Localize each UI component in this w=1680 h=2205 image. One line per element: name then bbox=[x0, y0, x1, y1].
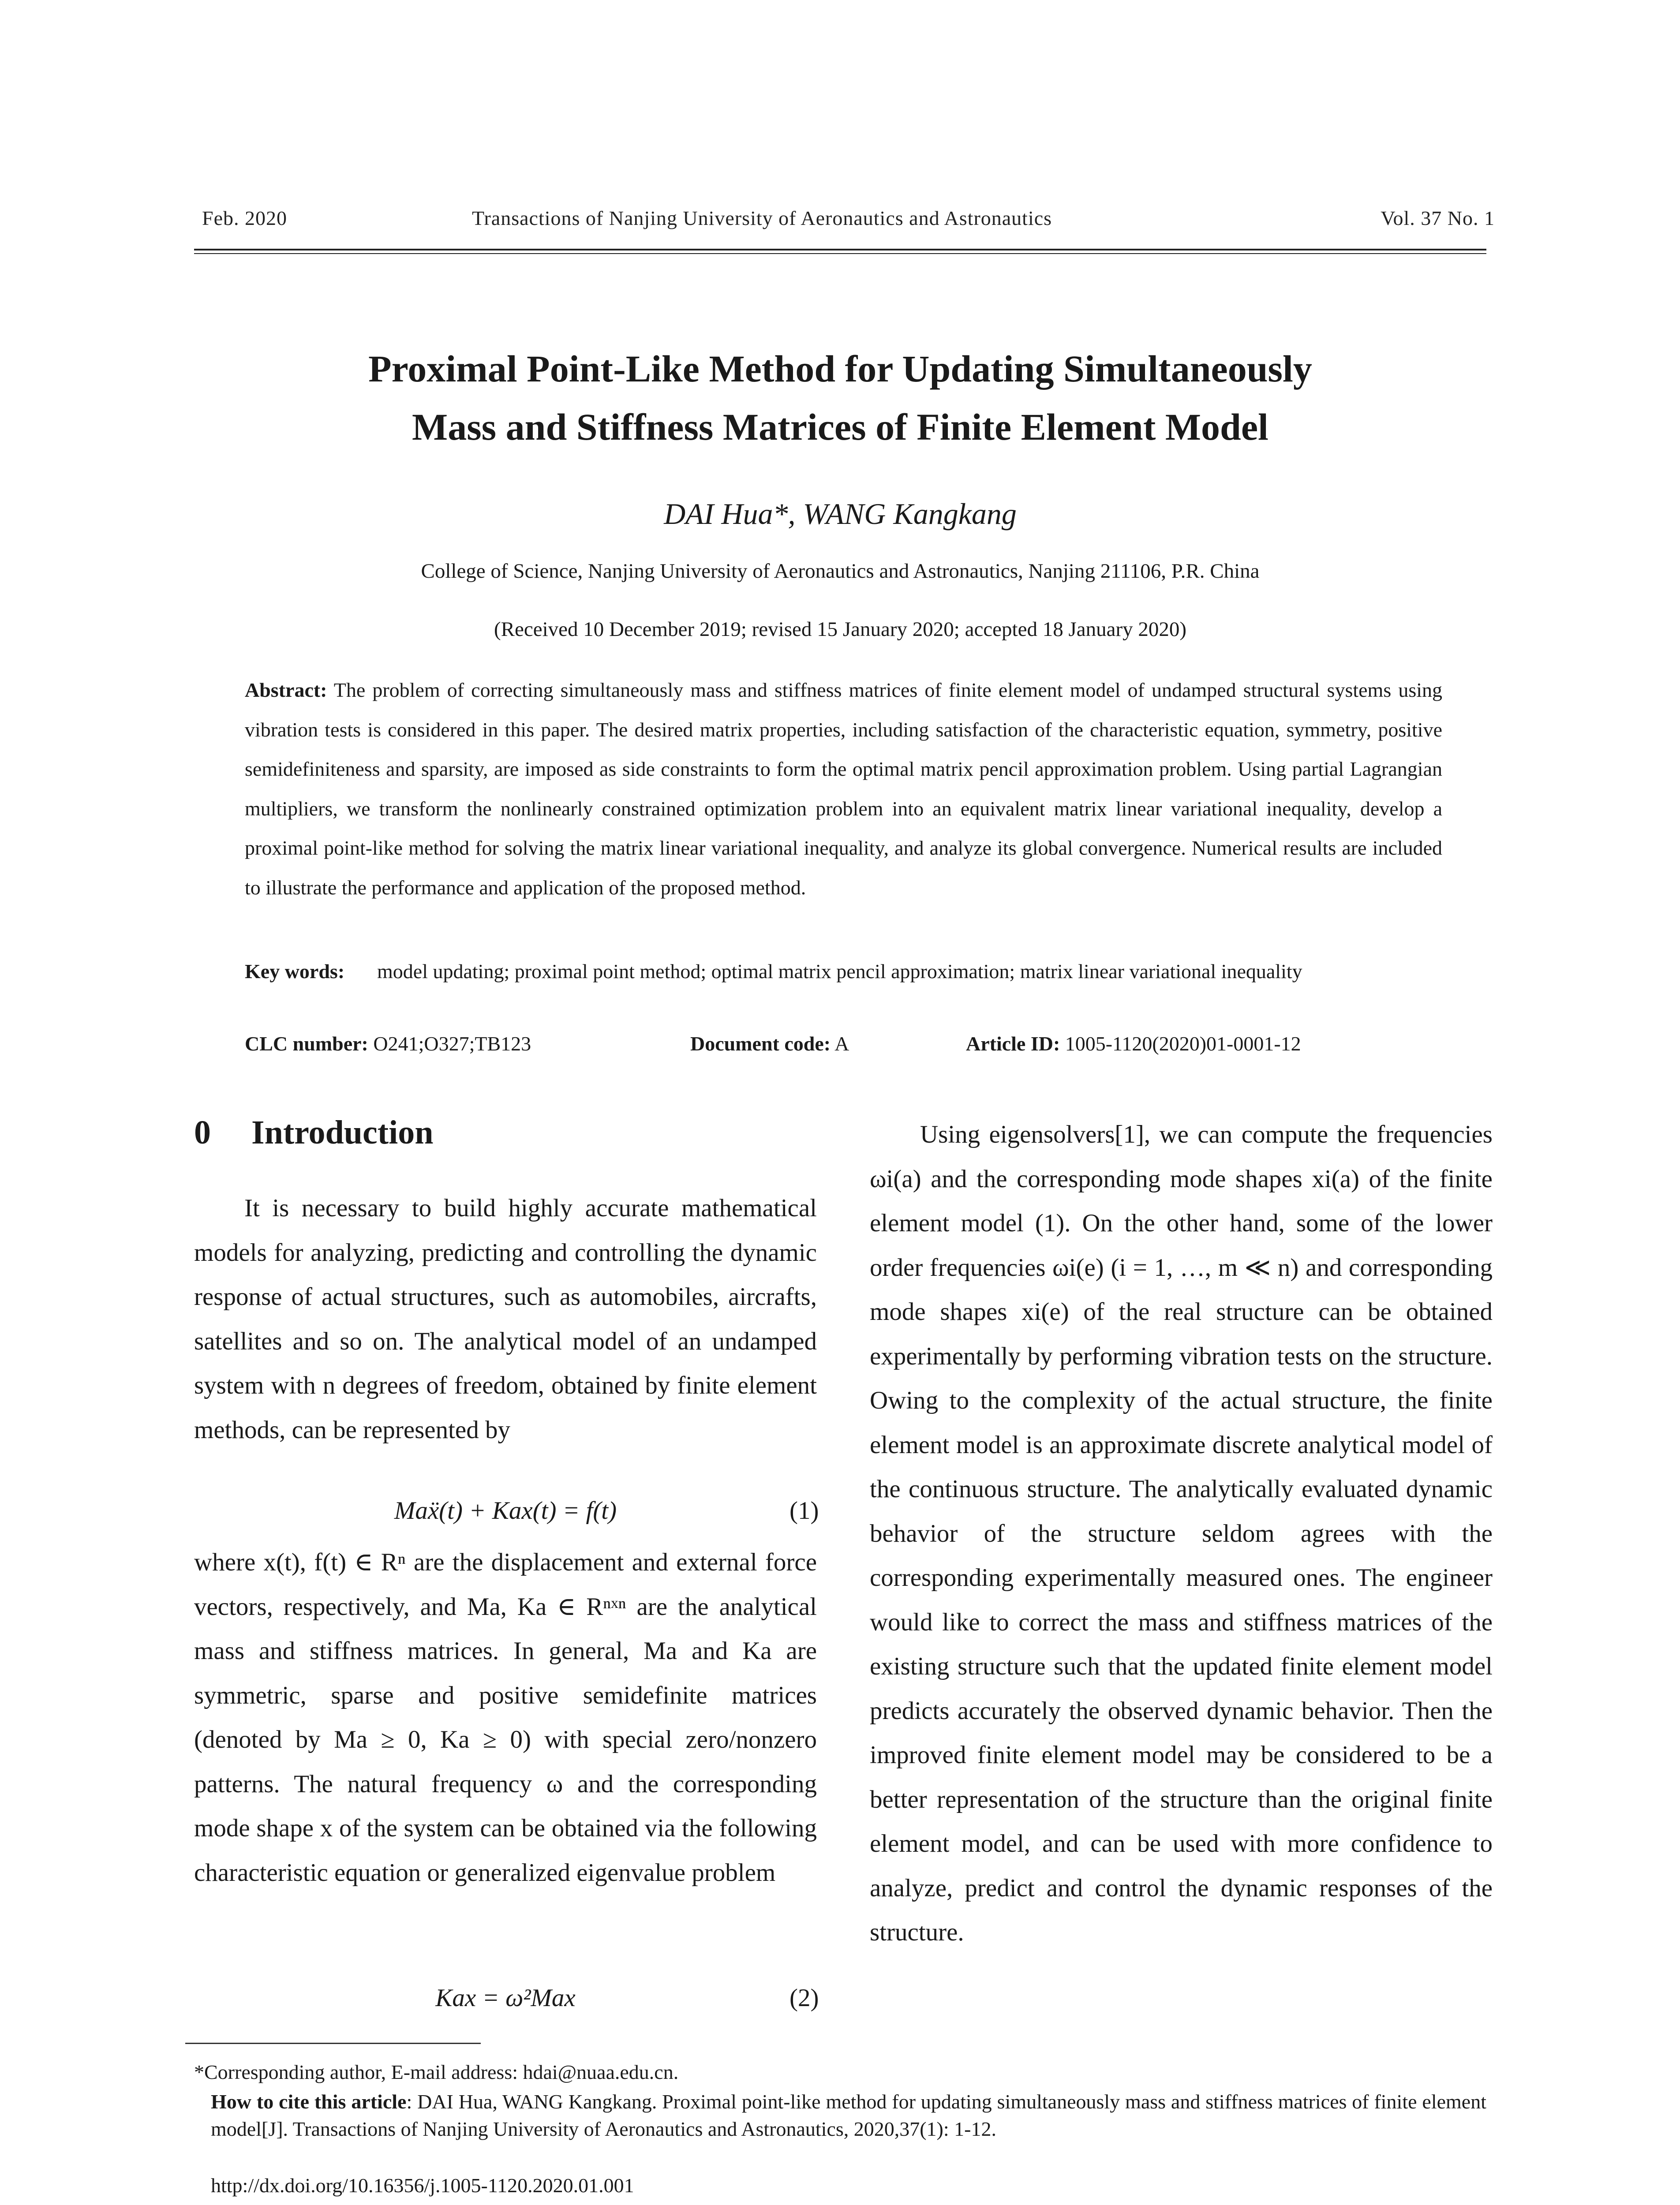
cite-text: : DAI Hua, WANG Kangkang. Proximal point-like method for updating simultaneously mass and stiffness matrices of finite element model[J]. Transactions of Nanjing University of Aeronautics and Astronautics, 2020,37(1): 1-12. bbox=[211, 2090, 1486, 2140]
paper-title bbox=[194, 340, 1486, 456]
equation-1-number: (1) bbox=[789, 1497, 819, 1525]
equation-1-body: Maẍ(t) + Kax(t) = f(t) bbox=[394, 1497, 617, 1525]
classification-line bbox=[245, 1032, 531, 1055]
keywords-label: Key words: bbox=[245, 960, 345, 983]
header-rule bbox=[194, 249, 1486, 250]
clc-value: O241;O327;TB123 bbox=[373, 1032, 531, 1055]
intro-paragraph-3: Using eigensolvers[1], we can compute the frequencies ωi(a) and the corresponding mode shapes xi(a) of the finite element model (1). On the other hand, some of the lower order frequencies ωi(e) (i = 1, …, m ≪ n) and corresponding mode shapes xi(e) of the real structure can be obtained experimentally by performing vibration tests on the structure. Owing to the complexity of the actual structure, the finite element model is an approximate discrete analytical model of the continuous structure. The analytically evaluated dynamic behavior of the structure seldom agrees with the corresponding experimentally measured ones. The engineer would like to correct the mass and stiffness matrices of the existing structure such that the updated finite element model predicts accurately the observed dynamic behavior. Then the improved finite element model may be considered to be a better representation of the structure than the original finite element model, and can be used with more confidence to analyze, predict and control the dynamic responses of the structure. bbox=[870, 1121, 1493, 1946]
abstract bbox=[245, 670, 1442, 907]
authors: DAI Hua*, WANG Kangkang bbox=[664, 497, 1017, 531]
article-id bbox=[966, 1032, 1301, 1055]
doi-link[interactable]: http://dx.doi.org/10.16356/j.1005-1120.2020.01.001 bbox=[211, 2174, 634, 2197]
equation-1 bbox=[194, 1496, 817, 1525]
keywords-text: model updating; proximal point method; optimal matrix pencil approximation; matrix linear variational inequality bbox=[377, 960, 1302, 983]
intro-paragraph-2: where x(t), f(t) ∈ Rⁿ are the displacement and external force vectors, respectively, and Ma, Ka ∈ Rⁿˣⁿ are the analytical mass and stiffness matrices. In general, Ma and Ka are symmetric, sparse and positive semidefinite matrices (denoted by Ma ≥ 0, Ka ≥ 0) with special zero/nonzero patterns. The natural frequency ω and the corresponding mode shape x of the system can be obtained via the following characteristic equation or generalized eigenvalue problem bbox=[194, 1548, 817, 1887]
paper-title-line1: Proximal Point-Like Method for Updating Simultaneously bbox=[368, 348, 1312, 390]
header-date: Feb. 2020 bbox=[202, 207, 287, 229]
footnote-rule bbox=[185, 2043, 481, 2044]
equation-2-number: (2) bbox=[789, 1984, 819, 2012]
intro-paragraph-1: It is necessary to build highly accurate mathematical models for analyzing, predicting and controlling the dynamic response of actual structures, such as automobiles, aircrafts, satellites and so on. The analytical model of an undamped system with n degrees of freedom, obtained by finite element methods, can be represented by bbox=[194, 1194, 817, 1444]
section-number: 0 bbox=[194, 1114, 211, 1151]
article-id-value: 1005-1120(2020)01-0001-12 bbox=[1065, 1032, 1301, 1055]
doc-code-label: Document code: bbox=[690, 1032, 831, 1055]
footnote-citation bbox=[211, 2088, 1486, 2143]
paper-title-line2: Mass and Stiffness Matrices of Finite Element Model bbox=[412, 406, 1268, 448]
left-column-para1 bbox=[194, 1186, 817, 1452]
header-journal: Transactions of Nanjing University of Aeronautics and Astronautics bbox=[472, 207, 1052, 229]
keywords bbox=[245, 952, 1442, 991]
abstract-label: Abstract: bbox=[245, 679, 327, 701]
doc-code-value: A bbox=[834, 1032, 849, 1055]
footnote-corresponding: *Corresponding author, E-mail address: hdai@nuaa.edu.cn. bbox=[194, 2061, 679, 2083]
article-id-label: Article ID: bbox=[966, 1032, 1060, 1055]
equation-2 bbox=[194, 1984, 817, 2012]
right-column bbox=[870, 1113, 1493, 1955]
section-heading bbox=[194, 1114, 433, 1152]
document-code bbox=[690, 1032, 849, 1055]
abstract-text: The problem of correcting simultaneously mass and stiffness matrices of finite element model of undamped structural systems using vibration tests is considered in this paper. The desired matrix properties, including satisfaction of the characteristic equation, symmetry, positive semidefiniteness and sparsity, are imposed as side constraints to form the optimal matrix pencil approximation problem. Using partial Lagrangian multipliers, we transform the nonlinearly constrained optimization problem into an equivalent matrix linear variational inequality, develop a proximal point-like method for solving the matrix linear variational inequality, and analyze its global convergence. Numerical results are included to illustrate the performance and application of the proposed method. bbox=[245, 679, 1443, 899]
received-dates: (Received 10 December 2019; revised 15 January 2020; accepted 18 January 2020) bbox=[494, 618, 1187, 641]
cite-label: How to cite this article bbox=[211, 2090, 407, 2113]
section-title: Introduction bbox=[251, 1114, 434, 1151]
equation-2-body: Kax = ω²Max bbox=[435, 1984, 576, 2012]
header-rule-thin bbox=[194, 253, 1486, 254]
header-volume: Vol. 37 No. 1 bbox=[1381, 207, 1495, 229]
clc-label: CLC number: bbox=[245, 1032, 368, 1055]
affiliation: College of Science, Nanjing University of Aeronautics and Astronautics, Nanjing 211106, P.R. China bbox=[421, 560, 1260, 583]
left-column-para2 bbox=[194, 1540, 817, 1895]
